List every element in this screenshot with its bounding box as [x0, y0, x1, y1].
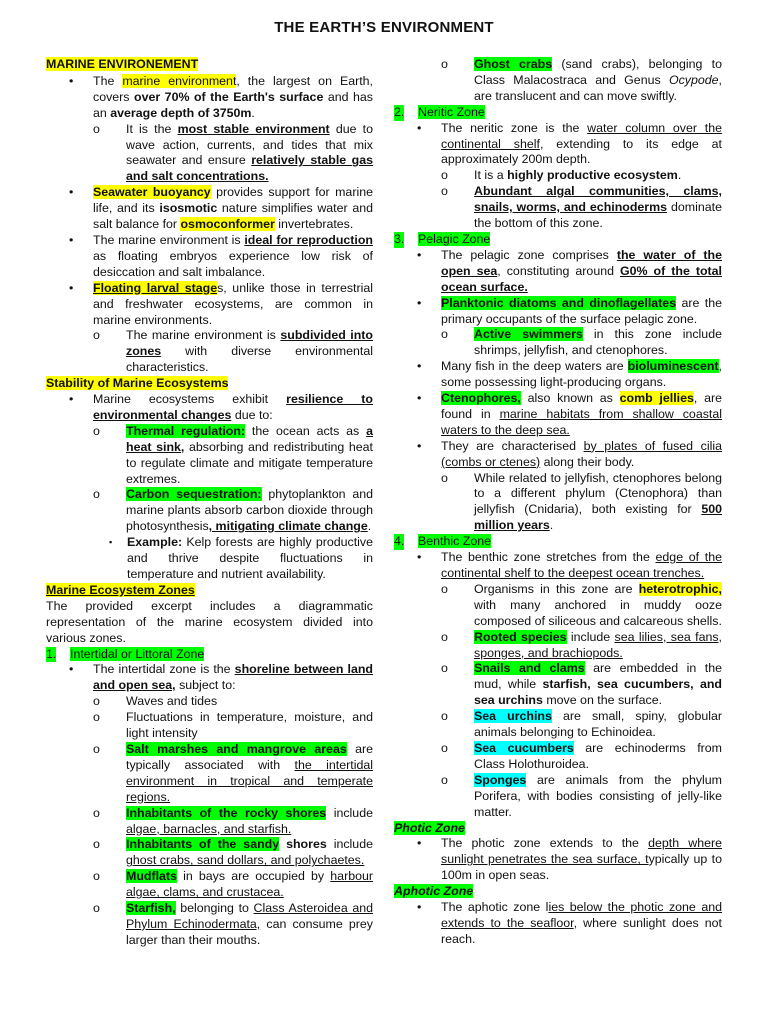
list-item: o Sponges are animals from the phylum Porifera, with bodies consisting of jelly-like matter.: [441, 772, 722, 819]
page-title: THE EARTH’S ENVIRONMENT: [274, 19, 494, 36]
list-item: • The pelagic zone comprises the water of the open sea, constituting around G0% of the total ocean surface.: [417, 247, 722, 294]
list-item: o Fluctuations in temperature, moisture, and light intensity: [93, 710, 373, 741]
list-item: • Many fish in the deep waters are bioluminescent, some possessing light-producing organs.: [417, 359, 722, 390]
list-item: o Carbon sequestration: phytoplankton and marine plants absorb carbon dioxide through photosynthesis, mitigating climate change.: [93, 487, 374, 534]
list-item: • The marine environment is ideal for reproduction as floating embryos experience low risk of desiccation and salt imbalance.: [69, 232, 373, 279]
stability-heading: Stability of Marine Ecosystems: [46, 376, 229, 391]
list-item: o The marine environment is subdivided into zones with diverse environmental characteristics.: [93, 328, 373, 375]
zones-heading: Marine Ecosystem Zones: [46, 582, 195, 597]
list-item: • Seawater buoyancy provides support for marine life, and its isosmotic nature simplifies water and salt balance for osmoconformer invertebrates.: [69, 185, 373, 232]
list-item: • The marine environment, the largest on Earth, covers over 70% of the Earth's surface and has an average depth of 3750m.: [69, 73, 374, 120]
list-item: ▪ Example: Kelp forests are highly productive and thrive despite fluctuations in temperature and nutrient availability.: [109, 535, 373, 581]
aphotic-heading: Aphotic Zone: [394, 884, 474, 899]
list-item: o Inhabitants of the rocky shores include algae, barnacles, and starfish.: [93, 805, 373, 836]
list-item: • Planktonic diatoms and dinoflagellates are the primary occupants of the surface pelagic zone.: [417, 295, 722, 326]
list-item: • The photic zone extends to the depth where sunlight penetrates the sea surface, typically up to 100m in open seas.: [417, 836, 722, 883]
zone-heading-benthic: 4. Benthic Zone: [394, 534, 492, 549]
list-item: o Active swimmers in this zone include shrimps, jellyfish, and ctenophores.: [441, 327, 722, 358]
zone-heading-pelagic: 3. Pelagic Zone: [394, 231, 491, 246]
list-item: o Starfish, belonging to Class Asteroidea and Phylum Echinodermata, can consume prey larger than their mouths.: [93, 901, 374, 947]
list-item: • Floating larval stages, unlike those in terrestrial and freshwater ecosystems, are common in marine environments.: [69, 280, 374, 327]
list-item: o It is the most stable environment due to wave action, currents, and tides that mix seawater and ensure relatively stable gas and salt concentrations.: [93, 121, 374, 184]
zone-heading-intertidal: 1. Intertidal or Littoral Zone: [46, 646, 205, 661]
list-item: o Snails and clams are embedded in the mud, while starfish, sea cucumbers, and sea urchins move on the surface.: [441, 661, 722, 708]
zones-intro: The provided excerpt includes a diagrammatic representation of the marine ecosystem divided into various zones.: [46, 598, 373, 645]
left-column: [46, 57, 373, 949]
list-item: o Abundant algal communities, clams, snails, worms, and echinoderms dominate the bottom of this zone.: [441, 184, 722, 231]
list-item: • Ctenophores, also known as comb jellies, are found in marine habitats from shallow coastal waters to the deep sea.: [417, 391, 723, 437]
list-item: o Thermal regulation: the ocean acts as a heat sink, absorbing and redistributing heat to regulate climate and mitigate temperature extremes.: [93, 423, 373, 486]
list-item: o Mudflats in bays are occupied by harbour algae, clams, and crustacea.: [93, 869, 373, 900]
list-item: o Ghost crabs (sand crabs), belonging to Class Malacostraca and Genus Ocypode, are translucent and can move swiftly.: [441, 57, 722, 103]
list-item: • They are characterised by plates of fused cilia (combs or ctenes) along their body.: [417, 438, 722, 469]
photic-heading: Photic Zone: [394, 820, 465, 835]
list-item: o Organisms in this zone are heterotrophic, with many anchored in muddy ooze composed of siliceous and calcareous shells.: [441, 581, 722, 628]
list-item: • The neritic zone is the water column over the continental shelf, extending to its edge at approximately 200m depth.: [417, 120, 722, 167]
list-item: o Rooted species include sea lilies, sea fans, sponges, and brachiopods.: [441, 629, 722, 660]
list-item: o Salt marshes and mangrove areas are typically associated with the intertidal environment in tropical and temperate regions.: [93, 741, 373, 804]
list-item: o Sea urchins are small, spiny, globular animals belonging to Echinoidea.: [441, 709, 722, 740]
list-item: • The aphotic zone lies below the photic zone and extends to the seafloor, where sunlight does not reach.: [417, 900, 723, 946]
list-item: • The intertidal zone is the shoreline between land and open sea, subject to:: [69, 662, 373, 693]
list-item: o It is a highly productive ecosystem.: [441, 168, 682, 183]
right-column: [394, 57, 722, 948]
list-item: • Marine ecosystems exhibit resilience to environmental changes due to:: [69, 392, 373, 422]
zone-heading-neritic: 2. Neritic Zone: [394, 104, 485, 119]
list-item: o While related to jellyfish, ctenophores belong to a different phylum (Ctenophora) than jellyfish (Cnidaria), both existing for 500 million years.: [441, 470, 722, 533]
list-item: • The benthic zone stretches from the edge of the continental shelf to the deepest ocean trenches.: [417, 550, 722, 580]
marine-environment-heading: MARINE ENVIRONEMENT: [46, 57, 199, 71]
list-item: o Sea cucumbers are echinoderms from Class Holothuroidea.: [441, 740, 722, 771]
list-item: o Waves and tides: [93, 694, 218, 709]
list-item: o Inhabitants of the sandy shores include ghost crabs, sand dollars, and polychaetes.: [93, 837, 373, 868]
